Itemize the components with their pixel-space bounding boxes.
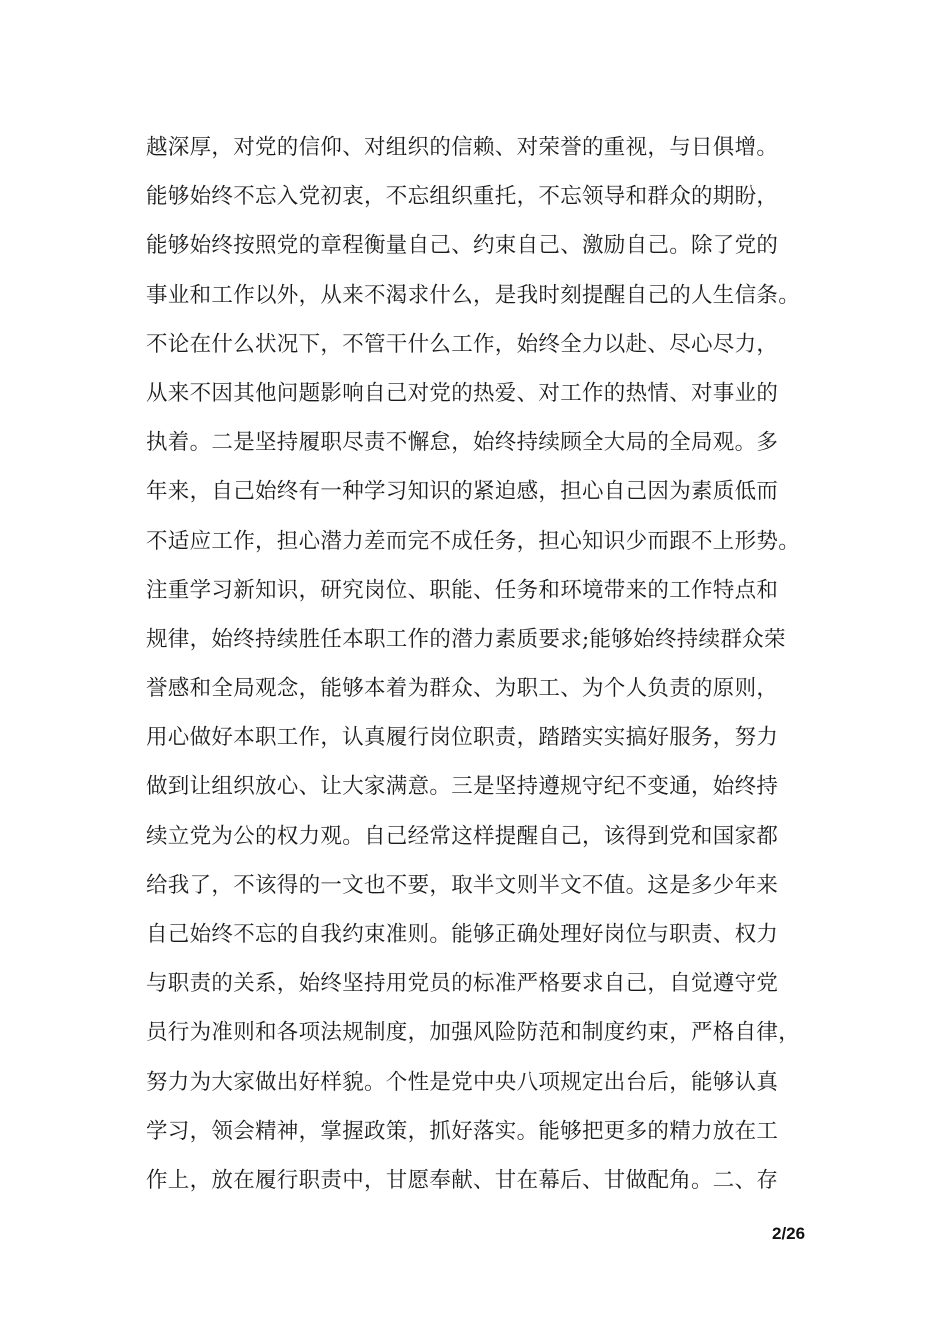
text-line: 能够始终不忘入党初衷，不忘组织重托，不忘领导和群众的期盼，	[146, 184, 779, 210]
text-line: 自己始终不忘的自我约束准则。能够正确处理好岗位与职责、权力	[146, 922, 779, 947]
text-line: 不论在什么状况下，不管干什么工作，始终全力以赴、尽心尽力，	[146, 331, 779, 357]
text-line: 从来不因其他问题影响自己对党的热爱、对工作的热情、对事业的	[146, 380, 779, 406]
text-line: 学习，领会精神，掌握政策，抓好落实。能够把更多的精力放在工	[146, 1118, 779, 1144]
text-line: 员行为准则和各项法规制度，加强风险防范和制度约束，严格自律，	[146, 1020, 801, 1046]
text-line: 作上，放在履行职责中，甘愿奉献、甘在幕后、甘做配角。二、存	[146, 1167, 779, 1193]
text-line: 不适应工作，担心潜力差而完不成任务，担心知识少而跟不上形势。	[146, 528, 801, 554]
text-line: 能够始终按照党的章程衡量自己、约束自己、激励自己。除了党的	[146, 233, 779, 259]
text-line: 越深厚，对党的信仰、对组织的信赖、对荣誉的重视，与日俱增。	[146, 135, 779, 160]
body-text	[146, 128, 816, 1210]
text-line: 年来，自己始终有一种学习知识的紧迫感，担心自己因为素质低而	[146, 479, 779, 505]
text-line: 事业和工作以外，从来不渴求什么，是我时刻提醒自己的人生信条。	[146, 282, 801, 308]
text-line: 执着。二是坚持履职尽责不懈怠，始终持续顾全大局的全局观。多	[146, 430, 779, 456]
text-line: 努力为大家做出好样貌。个性是党中央八项规定出台后，能够认真	[146, 1069, 779, 1095]
text-line: 续立党为公的权力观。自己经常这样提醒自己，该得到党和国家都	[146, 823, 779, 849]
text-line: 与职责的关系，始终坚持用党员的标准严格要求自己，自觉遵守党	[146, 971, 779, 997]
text-line: 用心做好本职工作，认真履行岗位职责，踏踏实实搞好服务，努力	[146, 725, 779, 751]
text-line: 做到让组织放心、让大家满意。三是坚持遵规守纪不变通，始终持	[146, 774, 779, 800]
text-line: 誉感和全局观念，能够本着为群众、为职工、为个人负责的原则，	[146, 676, 779, 702]
page-number: 2/26	[772, 1224, 806, 1243]
text-line: 规律，始终持续胜任本职工作的潜力素质要求;能够始终持续群众荣	[146, 626, 786, 652]
text-line: 给我了，不该得的一文也不要，取半文则半文不值。这是多少年来	[146, 872, 779, 898]
text-line: 注重学习新知识，研究岗位、职能、任务和环境带来的工作特点和	[146, 577, 779, 603]
